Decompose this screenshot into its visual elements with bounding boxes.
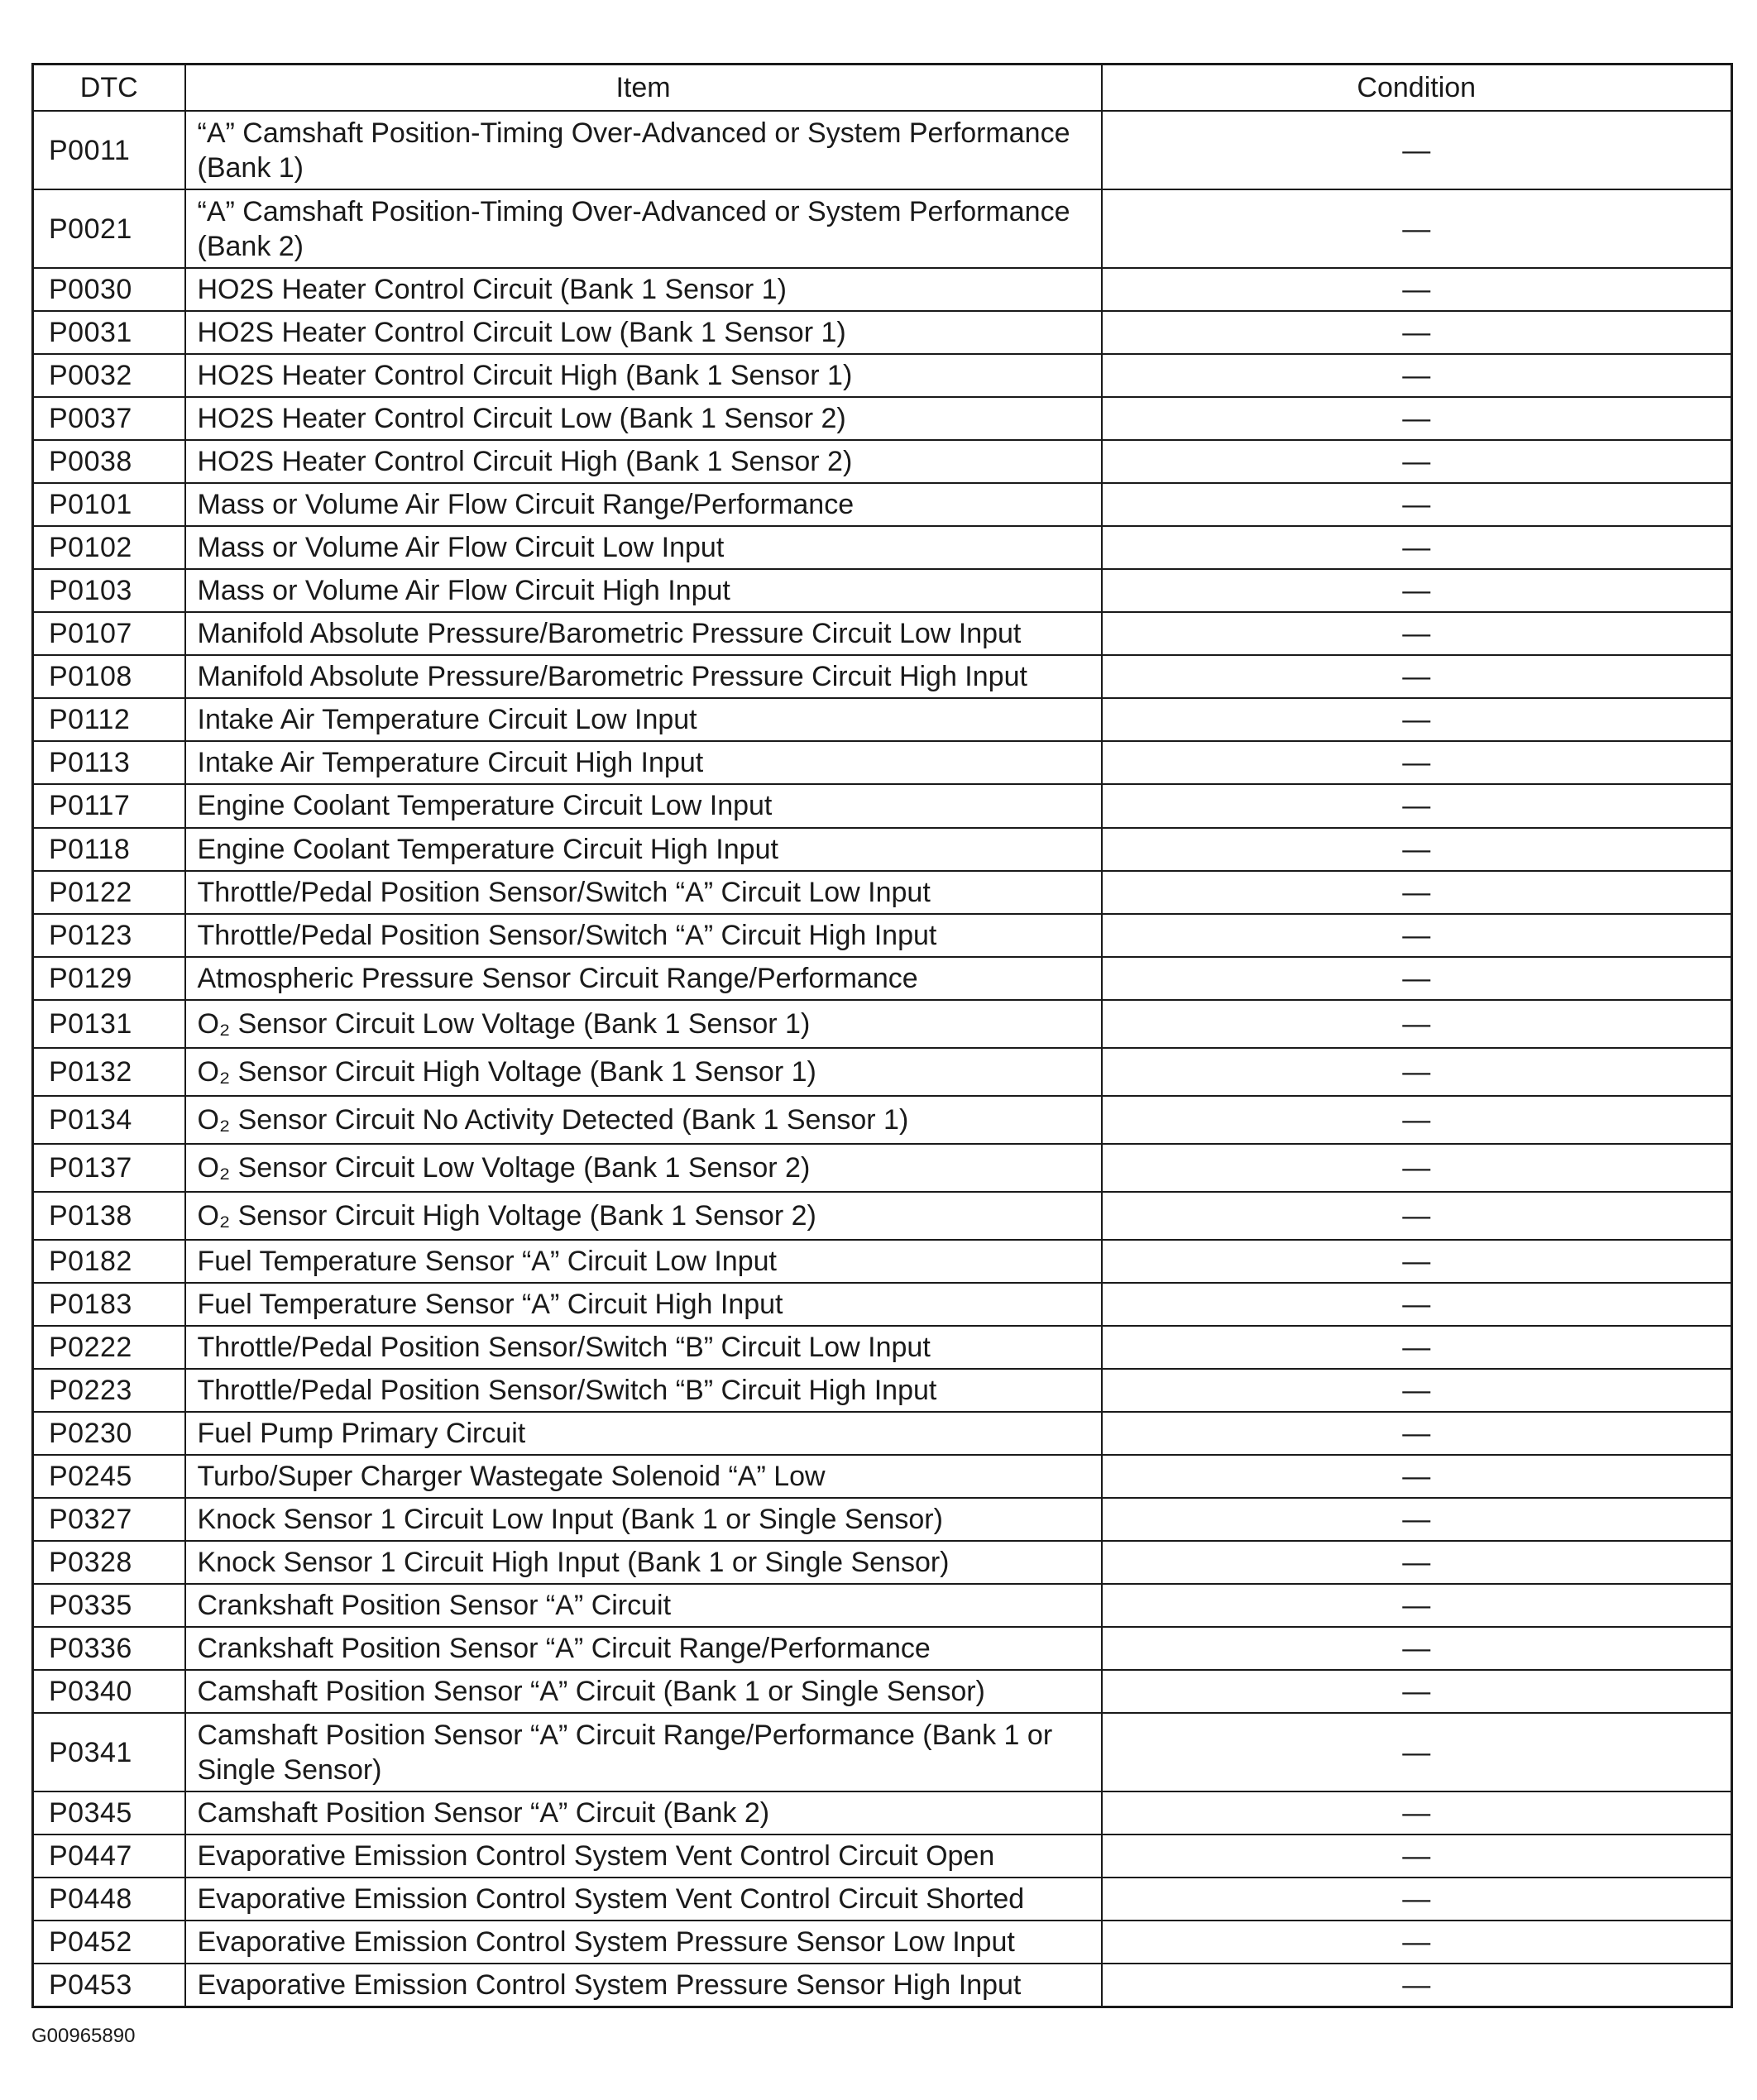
header-row [33, 65, 1732, 112]
dtc-code: P0122 [33, 871, 185, 914]
table-row [33, 784, 1732, 827]
dtc-condition: — [1102, 1541, 1732, 1584]
dtc-item: “A” Camshaft Position-Timing Over-Advanced or System Performance (Bank 2) [185, 189, 1102, 268]
dtc-item: Atmospheric Pressure Sensor Circuit Range/Performance [185, 957, 1102, 1000]
dtc-code: P0138 [33, 1192, 185, 1240]
dtc-code: P0021 [33, 189, 185, 268]
dtc-item: O₂ Sensor Circuit High Voltage (Bank 1 Sensor 2) [185, 1192, 1102, 1240]
dtc-code: P0245 [33, 1455, 185, 1498]
header-dtc: DTC [33, 65, 185, 112]
dtc-condition: — [1102, 1964, 1732, 2007]
dtc-code: P0108 [33, 655, 185, 698]
dtc-code: P0345 [33, 1791, 185, 1835]
dtc-code: P0112 [33, 698, 185, 741]
table-row [33, 1835, 1732, 1878]
header-condition: Condition [1102, 65, 1732, 112]
dtc-condition: — [1102, 1192, 1732, 1240]
dtc-item: O₂ Sensor Circuit High Voltage (Bank 1 Sensor 1) [185, 1048, 1102, 1096]
dtc-code: P0336 [33, 1627, 185, 1670]
table-header [33, 65, 1732, 112]
table-row [33, 311, 1732, 354]
table-row [33, 1627, 1732, 1670]
table-row [33, 483, 1732, 526]
dtc-item: Camshaft Position Sensor “A” Circuit (Bank 2) [185, 1791, 1102, 1835]
dtc-condition: — [1102, 1455, 1732, 1498]
dtc-item: Intake Air Temperature Circuit Low Input [185, 698, 1102, 741]
dtc-condition: — [1102, 311, 1732, 354]
table-row [33, 111, 1732, 189]
table-row [33, 914, 1732, 957]
dtc-code: P0137 [33, 1144, 185, 1192]
dtc-item: HO2S Heater Control Circuit Low (Bank 1 Sensor 1) [185, 311, 1102, 354]
table-row [33, 268, 1732, 311]
dtc-code: P0182 [33, 1240, 185, 1283]
dtc-item: Engine Coolant Temperature Circuit High Input [185, 828, 1102, 871]
dtc-item: O₂ Sensor Circuit No Activity Detected (Bank 1 Sensor 1) [185, 1096, 1102, 1144]
dtc-condition: — [1102, 1000, 1732, 1048]
dtc-item: Knock Sensor 1 Circuit Low Input (Bank 1 or Single Sensor) [185, 1498, 1102, 1541]
dtc-code: P0327 [33, 1498, 185, 1541]
dtc-condition: — [1102, 1283, 1732, 1326]
dtc-condition: — [1102, 1240, 1732, 1283]
table-row [33, 612, 1732, 655]
dtc-condition: — [1102, 655, 1732, 698]
dtc-item: Throttle/Pedal Position Sensor/Switch “B” Circuit High Input [185, 1369, 1102, 1412]
dtc-condition: — [1102, 698, 1732, 741]
table-row [33, 1000, 1732, 1048]
dtc-condition: — [1102, 871, 1732, 914]
dtc-code: P0131 [33, 1000, 185, 1048]
figure-id: G00965890 [31, 2025, 136, 2047]
dtc-code: P0452 [33, 1921, 185, 1964]
table-row [33, 1541, 1732, 1584]
header-item: Item [185, 65, 1102, 112]
dtc-condition: — [1102, 1498, 1732, 1541]
dtc-item: Camshaft Position Sensor “A” Circuit (Bank 1 or Single Sensor) [185, 1670, 1102, 1713]
dtc-item: Crankshaft Position Sensor “A” Circuit Range/Performance [185, 1627, 1102, 1670]
table-row [33, 1964, 1732, 2007]
table-row [33, 440, 1732, 483]
table-row [33, 354, 1732, 397]
dtc-code: P0103 [33, 569, 185, 612]
dtc-condition: — [1102, 1627, 1732, 1670]
dtc-code: P0134 [33, 1096, 185, 1144]
table-row [33, 1326, 1732, 1369]
table-row [33, 1878, 1732, 1921]
dtc-code: P0123 [33, 914, 185, 957]
dtc-item: Evaporative Emission Control System Vent Control Circuit Shorted [185, 1878, 1102, 1921]
dtc-code: P0031 [33, 311, 185, 354]
dtc-code: P0118 [33, 828, 185, 871]
table-row [33, 1369, 1732, 1412]
dtc-item: HO2S Heater Control Circuit (Bank 1 Sensor 1) [185, 268, 1102, 311]
dtc-code: P0335 [33, 1584, 185, 1627]
dtc-item: Evaporative Emission Control System Pressure Sensor High Input [185, 1964, 1102, 2007]
table-row [33, 1412, 1732, 1455]
dtc-condition: — [1102, 1835, 1732, 1878]
table-row [33, 1240, 1732, 1283]
dtc-code: P0107 [33, 612, 185, 655]
dtc-condition: — [1102, 440, 1732, 483]
table-row [33, 1144, 1732, 1192]
table-row [33, 1283, 1732, 1326]
dtc-code: P0341 [33, 1713, 185, 1791]
dtc-item: Camshaft Position Sensor “A” Circuit Range/Performance (Bank 1 or Single Sensor) [185, 1713, 1102, 1791]
table-row [33, 1584, 1732, 1627]
table-row [33, 1921, 1732, 1964]
dtc-condition: — [1102, 1096, 1732, 1144]
table-row [33, 828, 1732, 871]
table-row [33, 1096, 1732, 1144]
dtc-code: P0132 [33, 1048, 185, 1096]
dtc-item: Turbo/Super Charger Wastegate Solenoid “A” Low [185, 1455, 1102, 1498]
dtc-code: P0102 [33, 526, 185, 569]
dtc-item: Throttle/Pedal Position Sensor/Switch “A” Circuit Low Input [185, 871, 1102, 914]
dtc-code: P0447 [33, 1835, 185, 1878]
dtc-item: Throttle/Pedal Position Sensor/Switch “A” Circuit High Input [185, 914, 1102, 957]
dtc-condition: — [1102, 397, 1732, 440]
dtc-condition: — [1102, 111, 1732, 189]
dtc-item: HO2S Heater Control Circuit Low (Bank 1 Sensor 2) [185, 397, 1102, 440]
dtc-code: P0448 [33, 1878, 185, 1921]
dtc-code: P0117 [33, 784, 185, 827]
dtc-item: Fuel Temperature Sensor “A” Circuit High Input [185, 1283, 1102, 1326]
dtc-condition: — [1102, 354, 1732, 397]
dtc-condition: — [1102, 1670, 1732, 1713]
dtc-condition: — [1102, 1412, 1732, 1455]
dtc-item: Fuel Pump Primary Circuit [185, 1412, 1102, 1455]
dtc-item: Knock Sensor 1 Circuit High Input (Bank 1 or Single Sensor) [185, 1541, 1102, 1584]
dtc-condition: — [1102, 914, 1732, 957]
table-row [33, 397, 1732, 440]
dtc-condition: — [1102, 1326, 1732, 1369]
dtc-condition: — [1102, 1713, 1732, 1791]
dtc-condition: — [1102, 1878, 1732, 1921]
dtc-item: O₂ Sensor Circuit Low Voltage (Bank 1 Sensor 1) [185, 1000, 1102, 1048]
dtc-item: Intake Air Temperature Circuit High Input [185, 741, 1102, 784]
dtc-item: Throttle/Pedal Position Sensor/Switch “B” Circuit Low Input [185, 1326, 1102, 1369]
table-row [33, 1455, 1732, 1498]
dtc-code: P0328 [33, 1541, 185, 1584]
dtc-item: Evaporative Emission Control System Vent Control Circuit Open [185, 1835, 1102, 1878]
dtc-condition: — [1102, 1144, 1732, 1192]
table-body [33, 111, 1732, 2007]
dtc-code: P0101 [33, 483, 185, 526]
dtc-condition: — [1102, 828, 1732, 871]
dtc-item: Mass or Volume Air Flow Circuit High Input [185, 569, 1102, 612]
dtc-code: P0222 [33, 1326, 185, 1369]
dtc-code: P0037 [33, 397, 185, 440]
dtc-condition: — [1102, 268, 1732, 311]
dtc-condition: — [1102, 957, 1732, 1000]
dtc-item: HO2S Heater Control Circuit High (Bank 1 Sensor 1) [185, 354, 1102, 397]
dtc-condition: — [1102, 569, 1732, 612]
dtc-condition: — [1102, 784, 1732, 827]
dtc-item: Mass or Volume Air Flow Circuit Low Input [185, 526, 1102, 569]
table-row [33, 1192, 1732, 1240]
dtc-condition: — [1102, 612, 1732, 655]
dtc-condition: — [1102, 1584, 1732, 1627]
dtc-code: P0011 [33, 111, 185, 189]
dtc-code: P0032 [33, 354, 185, 397]
dtc-item: Manifold Absolute Pressure/Barometric Pressure Circuit Low Input [185, 612, 1102, 655]
table-row [33, 655, 1732, 698]
dtc-condition: — [1102, 483, 1732, 526]
dtc-condition: — [1102, 1048, 1732, 1096]
dtc-code: P0183 [33, 1283, 185, 1326]
dtc-table [31, 63, 1733, 2008]
dtc-item: HO2S Heater Control Circuit High (Bank 1 Sensor 2) [185, 440, 1102, 483]
table-row [33, 1048, 1732, 1096]
dtc-code: P0453 [33, 1964, 185, 2007]
dtc-item: Engine Coolant Temperature Circuit Low Input [185, 784, 1102, 827]
dtc-code: P0340 [33, 1670, 185, 1713]
dtc-item: “A” Camshaft Position-Timing Over-Advanced or System Performance (Bank 1) [185, 111, 1102, 189]
table-row [33, 871, 1732, 914]
table-row [33, 698, 1732, 741]
dtc-condition: — [1102, 526, 1732, 569]
dtc-item: O₂ Sensor Circuit Low Voltage (Bank 1 Sensor 2) [185, 1144, 1102, 1192]
dtc-code: P0230 [33, 1412, 185, 1455]
table-row [33, 1670, 1732, 1713]
dtc-condition: — [1102, 741, 1732, 784]
dtc-code: P0223 [33, 1369, 185, 1412]
dtc-item: Mass or Volume Air Flow Circuit Range/Performance [185, 483, 1102, 526]
dtc-code: P0038 [33, 440, 185, 483]
dtc-condition: — [1102, 1791, 1732, 1835]
table-row [33, 569, 1732, 612]
table-row [33, 189, 1732, 268]
dtc-item: Crankshaft Position Sensor “A” Circuit [185, 1584, 1102, 1627]
dtc-item: Manifold Absolute Pressure/Barometric Pressure Circuit High Input [185, 655, 1102, 698]
dtc-condition: — [1102, 1921, 1732, 1964]
table-row [33, 526, 1732, 569]
table-row [33, 1713, 1732, 1791]
dtc-code: P0030 [33, 268, 185, 311]
dtc-item: Fuel Temperature Sensor “A” Circuit Low Input [185, 1240, 1102, 1283]
dtc-code: P0129 [33, 957, 185, 1000]
table-row [33, 1791, 1732, 1835]
table-row [33, 957, 1732, 1000]
dtc-condition: — [1102, 1369, 1732, 1412]
dtc-item: Evaporative Emission Control System Pressure Sensor Low Input [185, 1921, 1102, 1964]
table-row [33, 741, 1732, 784]
dtc-code: P0113 [33, 741, 185, 784]
dtc-condition: — [1102, 189, 1732, 268]
table-row [33, 1498, 1732, 1541]
